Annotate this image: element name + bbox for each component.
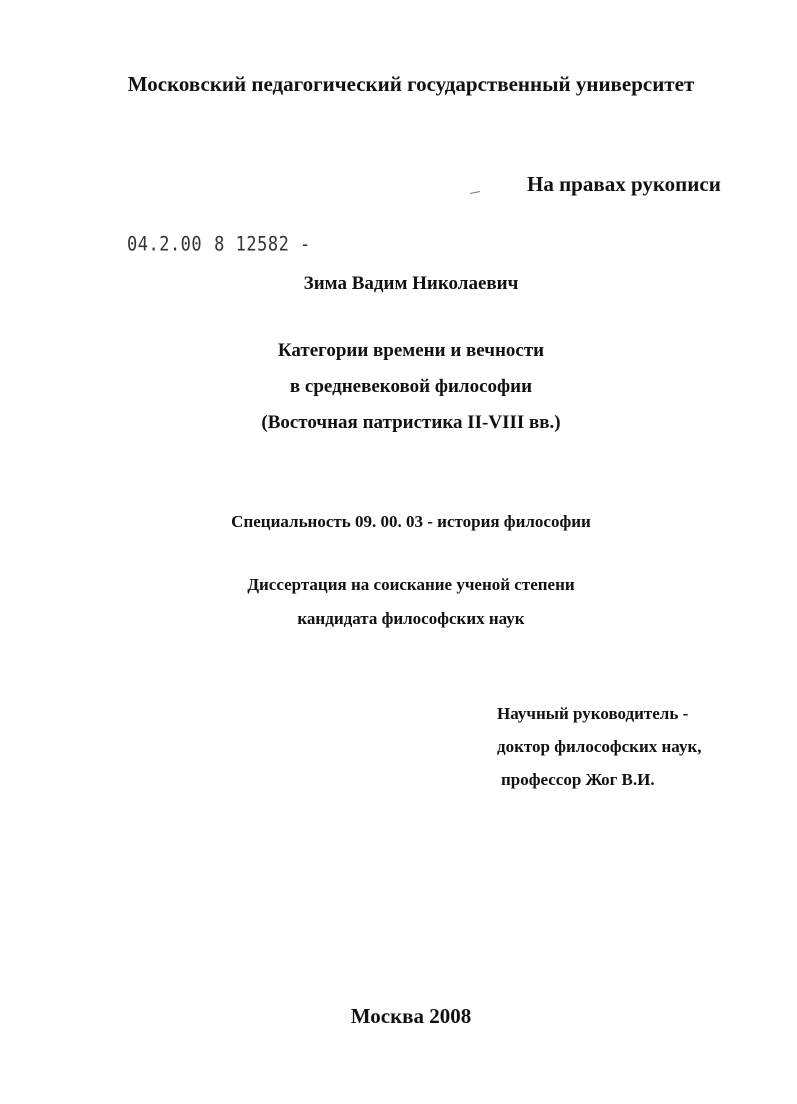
- registration-stamp: [127, 233, 311, 256]
- scan-speck: [470, 191, 480, 194]
- manuscript-notice: На правах рукописи: [527, 172, 721, 196]
- thesis-title-line-1: Категории времени и вечности: [277, 340, 545, 361]
- advisor-line-1: Научный руководитель -: [497, 704, 689, 723]
- author-name: Зима Вадим Николаевич: [303, 273, 519, 294]
- advisor-line-3: профессор Жог В.И.: [501, 770, 655, 789]
- registration-stamp-part2: 8 12582 -: [214, 233, 311, 256]
- university-name: Московский педагогический государственный университет: [127, 72, 695, 96]
- degree-line-1: Диссертация на соискание ученой степени: [247, 575, 575, 594]
- specialty: Специальность 09. 00. 03 - история философии: [231, 512, 591, 531]
- city-year: Москва 2008: [350, 1004, 472, 1028]
- thesis-title-line-2: в средневековой философии: [289, 376, 533, 397]
- registration-stamp-part1: 04.2.00: [127, 233, 203, 256]
- degree-line-2: кандидата философских наук: [297, 609, 525, 628]
- advisor-line-2: доктор философских наук,: [497, 737, 702, 756]
- thesis-title-line-3: (Восточная патристика II-VIII вв.): [261, 412, 561, 433]
